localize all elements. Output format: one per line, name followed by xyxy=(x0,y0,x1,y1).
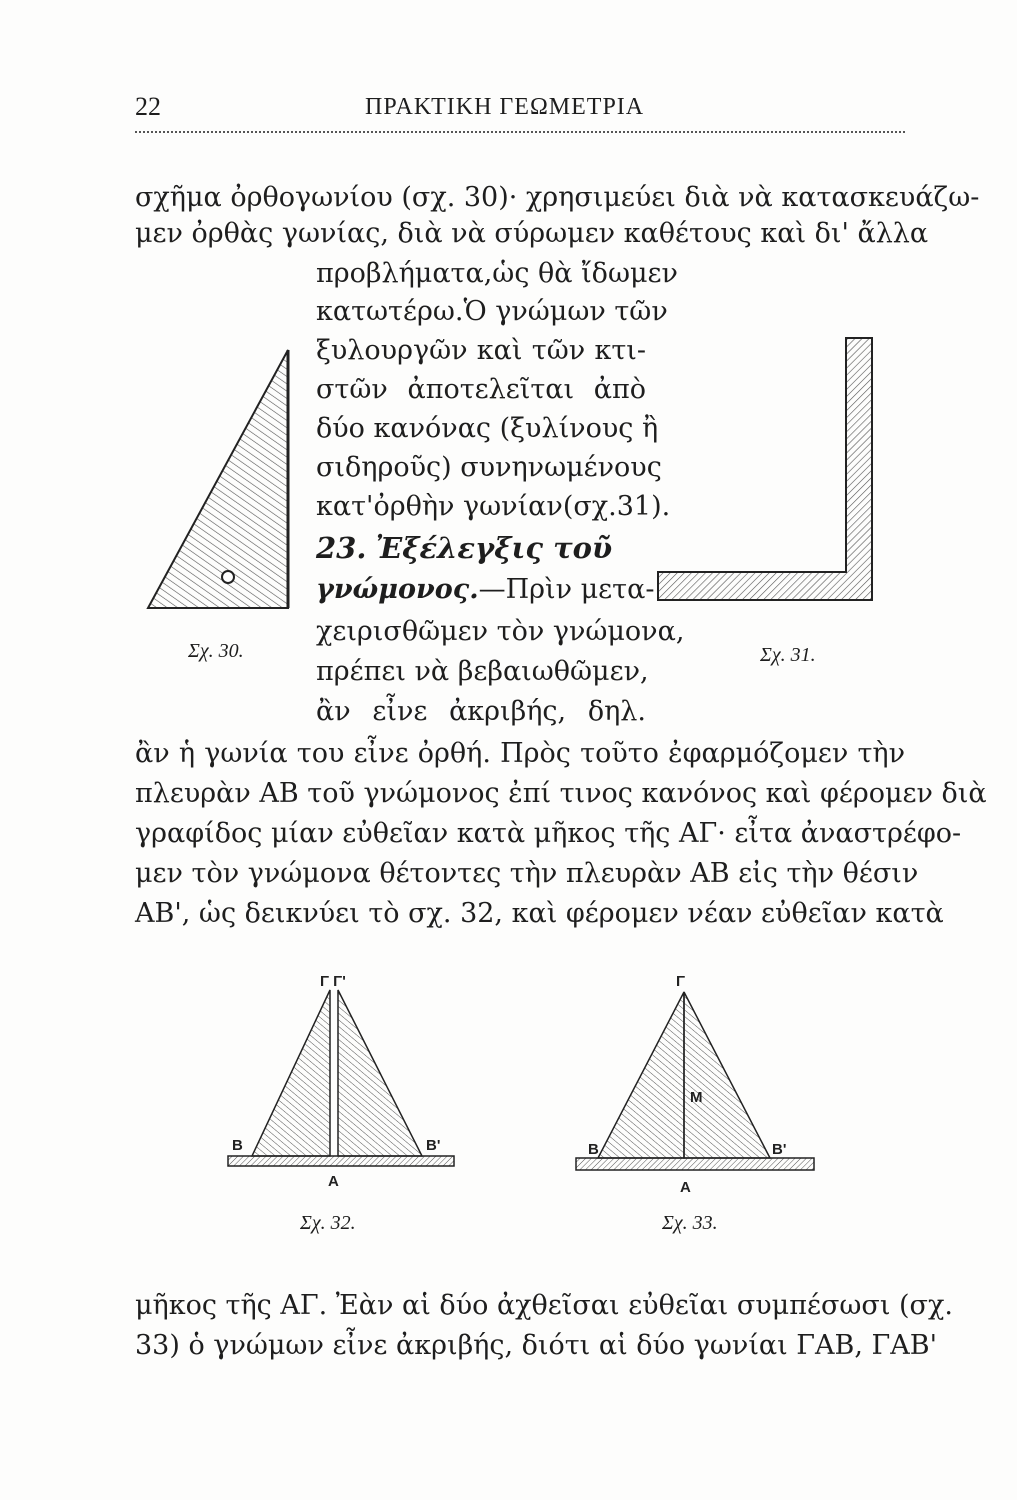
figure-32-label-left: Β xyxy=(232,1137,243,1154)
header-rule xyxy=(135,131,905,133)
text-line: 33) ὁ γνώμων εἶνε ἀκριβής, διότι αἱ δύο γωνίαι ΓΑΒ, ΓΑΒ' xyxy=(135,1330,938,1361)
text-line: στῶν ἀποτελεῖται ἀπὸ xyxy=(316,374,646,405)
text-line: ξυλουργῶν καὶ τῶν κτι- xyxy=(316,335,646,366)
text-line: κατωτέρω.Ὁ γνώμων τῶν xyxy=(316,296,668,327)
figure-32-label-bottom: Α xyxy=(328,1173,339,1190)
text-line: ἂν εἶνε ἀκριβής, δηλ. xyxy=(316,696,646,727)
section-title-part1: Ἐξέλεγξις τοῦ xyxy=(375,531,613,565)
figure-33-label-top: Γ xyxy=(676,973,686,990)
figure-32-label-top: Γ Γ' xyxy=(320,973,346,990)
figure-32-test-diagram xyxy=(222,968,462,1192)
text-line: χειρισθῶμεν τὸν γνώμονα, xyxy=(316,616,685,647)
figure-30-set-square xyxy=(140,340,300,620)
figure-31-carpenters-square xyxy=(656,332,886,612)
figure-33-caption: Σχ. 33. xyxy=(662,1212,718,1234)
section-heading-line2 xyxy=(316,572,655,608)
section-title-part2: γνώμονος. xyxy=(316,574,479,605)
figure-32-label-right: Β' xyxy=(426,1137,441,1154)
figure-31-caption: Σχ. 31. xyxy=(760,644,816,666)
figure-33-label-middle: Μ xyxy=(690,1089,703,1106)
text-line: προβλήματα,ὡς θὰ ἴδωμεν xyxy=(316,258,678,289)
text-line: ἂν ἡ γωνία του εἶνε ὀρθή. Πρὸς τοῦτο ἐφαρμόζομεν τὴν xyxy=(135,738,905,769)
text-line: δύο κανόνας (ξυλίνους ἢ xyxy=(316,413,659,444)
text-line: γραφίδος μίαν εὐθεῖαν κατὰ μῆκος τῆς ΑΓ· εἶτα ἀναστρέφο- xyxy=(135,818,962,849)
section-heading xyxy=(316,530,646,566)
text-line: πρέπει νὰ βεβαιωθῶμεν, xyxy=(316,656,649,687)
page-header xyxy=(135,92,905,128)
figure-33-label-left: Β xyxy=(588,1141,599,1158)
text-line: μεν τὸν γνώμονα θέτοντες τὴν πλευρὰν ΑΒ εἰς τὴν θέσιν xyxy=(135,858,919,889)
text-line: μῆκος τῆς ΑΓ. Ἐὰν αἱ δύο ἀχθεῖσαι εὐθεῖαι συμπέσωσι (σχ. xyxy=(135,1290,953,1321)
section-number: 23. xyxy=(316,531,367,565)
text-line: σιδηροῦς) συνηνωμένους xyxy=(316,452,662,483)
figure-30-caption: Σχ. 30. xyxy=(188,640,244,662)
text-line: μεν ὀρθὰς γωνίας, διὰ νὰ σύρωμεν καθέτους καὶ δι' ἄλλα xyxy=(135,218,929,249)
figure-33-label-bottom: Α xyxy=(680,1179,691,1196)
figure-33-test-diagram xyxy=(572,968,822,1200)
page-number: 22 xyxy=(135,92,161,121)
section-text: —Πρὶν μετα- xyxy=(478,574,655,605)
text-line: σχῆμα ὀρθογωνίου (σχ. 30)· χρησιμεύει διὰ νὰ κατασκευάζω- xyxy=(135,182,980,213)
text-line: πλευρὰν ΑΒ τοῦ γνώμονος ἐπί τινος κανόνος καὶ φέρομεν διὰ xyxy=(135,778,987,809)
running-title: ΠΡΑΚΤΙΚΗ ΓΕΩΜΕΤΡΙΑ xyxy=(365,94,645,120)
text-line: κατ'ὀρθὴν γωνίαν(σχ.31). xyxy=(316,491,671,522)
figure-33-label-right: Β' xyxy=(772,1141,787,1158)
figure-32-caption: Σχ. 32. xyxy=(300,1212,356,1234)
text-line: ΑΒ', ὡς δεικνύει τὸ σχ. 32, καὶ φέρομεν νέαν εὐθεῖαν κατὰ xyxy=(135,898,944,929)
